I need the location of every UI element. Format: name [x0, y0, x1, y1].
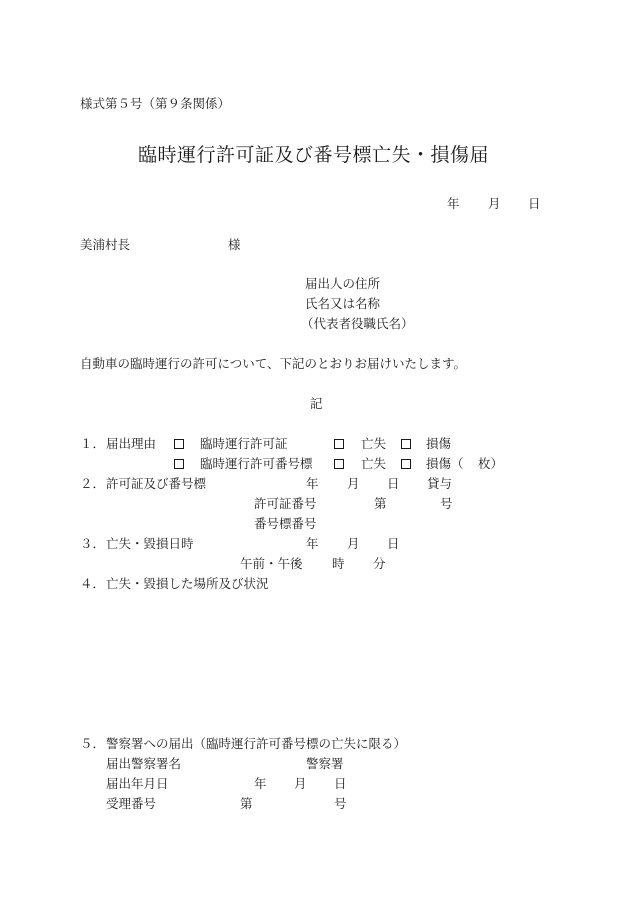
permit-number-label: 許可証番号	[254, 496, 317, 511]
plate-number-label: 番号標番号	[254, 516, 317, 531]
item3-year: 年	[306, 536, 319, 551]
item3-hour: 時	[332, 556, 345, 571]
police-station-suffix: 警察署	[306, 756, 344, 771]
item5-year: 年	[254, 776, 267, 791]
item3-month: 月	[347, 536, 360, 551]
item4-label: 亡失・毀損した場所及び状況	[106, 576, 269, 591]
permit-number-dai: 第	[374, 496, 387, 511]
item2-number: ２．	[80, 476, 106, 491]
notifier-representative-label: （代表者役職氏名）	[301, 316, 414, 331]
intro-text: 自動車の臨時運行の許可について、下記のとおりお届けいたします。	[80, 356, 467, 371]
item5-number: ５．	[80, 736, 106, 751]
item3-number: ３．	[80, 536, 106, 551]
label-permit-damaged: 損傷	[426, 436, 452, 451]
option-plate: 臨時運行許可番号標	[200, 456, 313, 471]
permit-number-gou: 号	[440, 496, 453, 511]
checkbox-permit[interactable]	[174, 439, 184, 449]
police-station-label: 届出警察署名	[106, 756, 182, 771]
form-number: 様式第５号（第９条関係）	[80, 96, 231, 111]
notification-date-label: 届出年月日	[106, 776, 169, 791]
item2-day: 日	[387, 476, 400, 491]
receipt-number-dai: 第	[240, 796, 253, 811]
addressee-name: 美浦村長	[80, 237, 131, 252]
item5-month: 月	[294, 776, 307, 791]
item1-label: 届出理由	[106, 436, 157, 451]
notifier-name-label: 氏名又は名称	[305, 296, 381, 311]
receipt-number-gou: 号	[334, 796, 347, 811]
label-permit-lost: 亡失	[361, 436, 387, 451]
receipt-number-label: 受理番号	[106, 796, 157, 811]
label-plate-count: 枚）	[478, 456, 504, 471]
checkbox-plate-damaged[interactable]	[401, 459, 411, 469]
date-year: 年	[447, 196, 460, 211]
item5-label: 警察署への届出（臨時運行許可番号標の亡失に限る）	[106, 736, 407, 751]
item3-day: 日	[387, 536, 400, 551]
item3-label: 亡失・毀損日時	[106, 536, 194, 551]
checkbox-permit-damaged[interactable]	[401, 439, 411, 449]
item3-ampm: 午前・午後	[240, 556, 303, 571]
addressee-honorific: 様	[228, 237, 241, 252]
label-plate-damaged: 損傷（	[426, 456, 464, 471]
item2-label: 許可証及び番号標	[106, 476, 207, 491]
item2-lent: 貸与	[427, 476, 453, 491]
date-day: 日	[528, 196, 541, 211]
checkbox-permit-lost[interactable]	[334, 439, 344, 449]
item1-number: １．	[80, 436, 106, 451]
page-title: 臨時運行許可証及び番号標亡失・損傷届	[138, 144, 490, 166]
item2-month: 月	[347, 476, 360, 491]
notifier-address-label: 届出人の住所	[305, 276, 381, 291]
label-plate-lost: 亡失	[361, 456, 387, 471]
item3-minute: 分	[373, 556, 386, 571]
item4-number: ４．	[80, 576, 106, 591]
item5-day: 日	[334, 776, 347, 791]
option-permit: 臨時運行許可証	[200, 436, 288, 451]
date-month: 月	[488, 196, 501, 211]
item2-year: 年	[306, 476, 319, 491]
checkbox-plate[interactable]	[174, 459, 184, 469]
checkbox-plate-lost[interactable]	[334, 459, 344, 469]
ki-heading: 記	[310, 396, 323, 411]
